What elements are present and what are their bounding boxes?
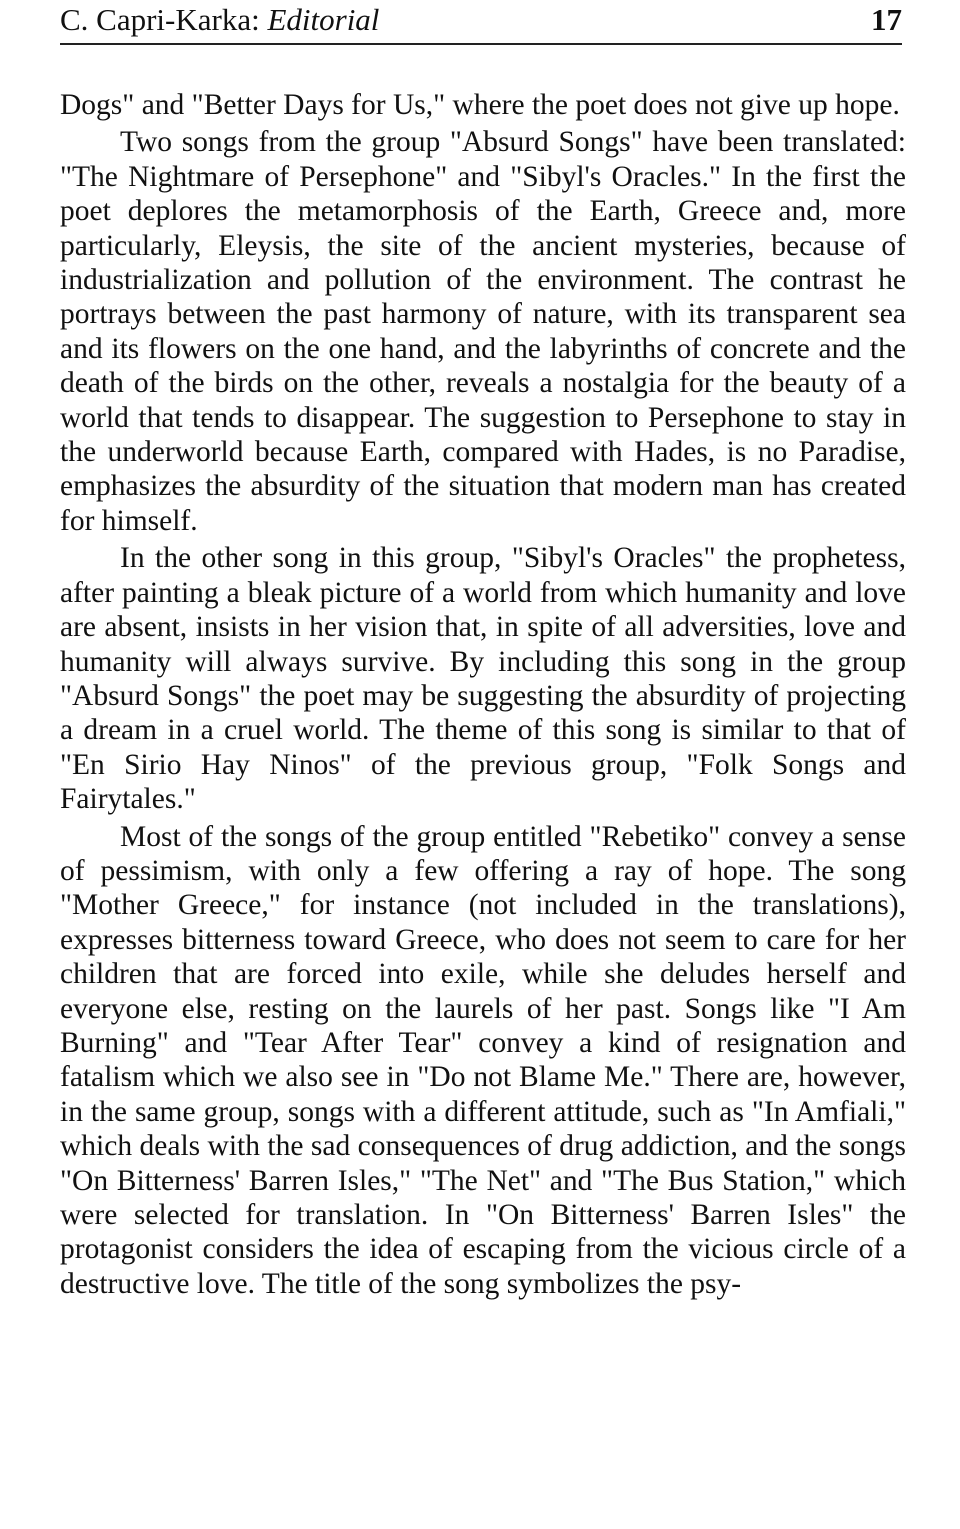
paragraph-sibyls-oracles: In the other song in this group, "Sibyl's Oracles" the prophetess, after painting a bleak picture of a world from which humanity and love are absent, insists in her vision that, in spite of all adversities, love and humanity will always survive. By including this song in the group "Absurd Songs" the poet may be suggesting the absurdity of projecting a dream in a cruel world. The theme of this song is similar to that of "En Sirio Hay Ninos" of the previous group, "Folk Songs and Fairytales.": [60, 542, 906, 816]
page-number: 17: [871, 2, 902, 37]
header-rule: [60, 43, 902, 45]
header-author: C. Capri-Karka:: [60, 2, 260, 37]
paragraph-rebetiko: Most of the songs of the group entitled "Rebetiko" convey a sense of pessimism, with only a few offering a ray of hope. The song "Mother Greece," for instance (not included in the translations), expresses bitterness toward Greece, who does not seem to care for her children that are forced into exile, while she deludes herself and everyone else, resting on the laurels of her past. Songs like "I Am Burning" and "Tear After Tear" convey a kind of resignation and fatalism which we also see in "Do not Blame Me." There are, however, in the same group, songs with a different attitude, such as "In Amfiali," which deals with the sad consequences of drug addiction, and the songs "On Bitterness' Barren Isles," "The Net" and "The Bus Station," which were selected for translation. In "On Bitterness' Barren Isles" the protagonist considers the idea of escaping from the vicious circle of a destructive love. The title of the song symbolizes the psy-: [60, 820, 906, 1300]
running-head: [60, 2, 902, 38]
paragraph-continuation: Dogs" and "Better Days for Us," where the poet does not give up hope.: [60, 89, 900, 121]
paragraph-absurd-songs: Two songs from the group "Absurd Songs" have been translated: "The Nightmare of Persephone" and "Sibyl's Oracles." In the first the poet deplores the metamorphosis of the Earth, Greece and, more particularly, Eleysis, the site of the ancient mysteries, because of industrialization and pollution of the environment. The contrast he portrays between the past harmony of nature, with its transparent sea and its flowers on the one hand, and the labyrinths of concrete and the death of the birds on the other, reveals a nostalgia for the beauty of a world that tends to disappear. The suggestion to Persephone to stay in the underworld because Earth, compared with Hades, is no Paradise, emphasizes the absurdity of the situation that modern man has created for himself.: [60, 126, 906, 537]
body-text: [60, 88, 906, 1301]
header-section-title: Editorial: [267, 2, 380, 37]
